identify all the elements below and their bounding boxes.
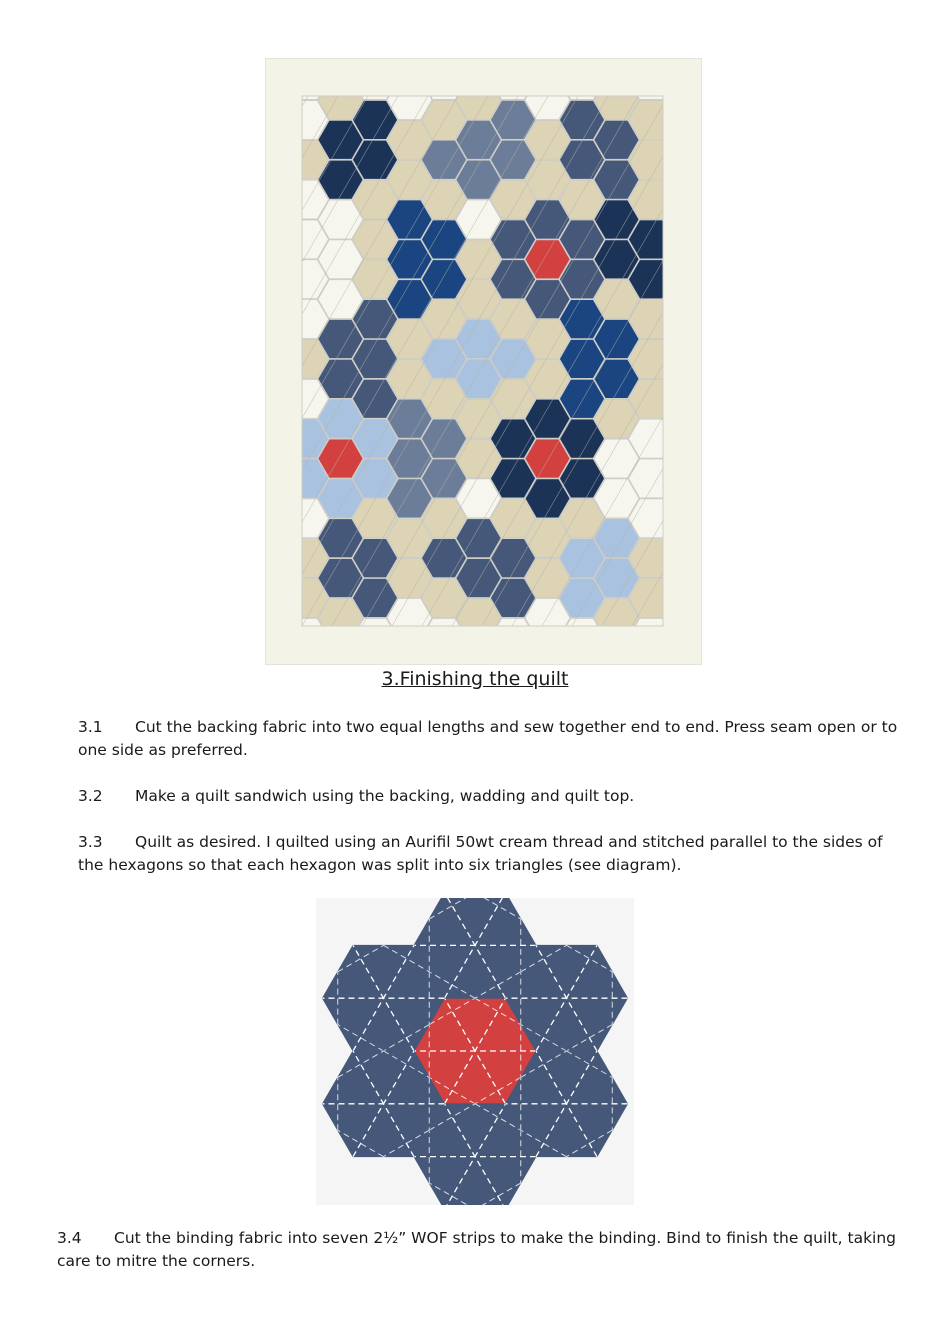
step-number: 3.1 xyxy=(78,718,103,736)
section-heading: 3.Finishing the quilt xyxy=(381,668,569,690)
hexagon-diagram-image xyxy=(316,898,634,1205)
step-3-2 xyxy=(78,785,908,808)
step-text: Cut the binding fabric into seven 2½” WOF strips to make the binding. Bind to finish the quilt, taking care to mitre the corners. xyxy=(57,1229,897,1270)
step-3-4 xyxy=(57,1227,907,1273)
step-3-3 xyxy=(78,831,908,877)
quilt-layout-image xyxy=(265,58,702,665)
step-text: Quilt as desired. I quilted using an Aurifil 50wt cream thread and stitched parallel to the sides of the hexagons so that each hexagon was split into six triangles (see diagram). xyxy=(78,833,883,874)
hexagon-quilt-layout-icon xyxy=(265,58,702,665)
step-number: 3.2 xyxy=(78,787,103,805)
step-text: Cut the backing fabric into two equal lengths and sew together end to end. Press seam open or to one side as preferred. xyxy=(78,718,898,759)
hexagon-flower-quilting-diagram-icon xyxy=(316,898,634,1205)
step-number: 3.3 xyxy=(78,833,103,851)
step-3-1 xyxy=(78,716,908,762)
step-text: Make a quilt sandwich using the backing, wadding and quilt top. xyxy=(135,787,635,805)
step-number: 3.4 xyxy=(57,1229,82,1247)
